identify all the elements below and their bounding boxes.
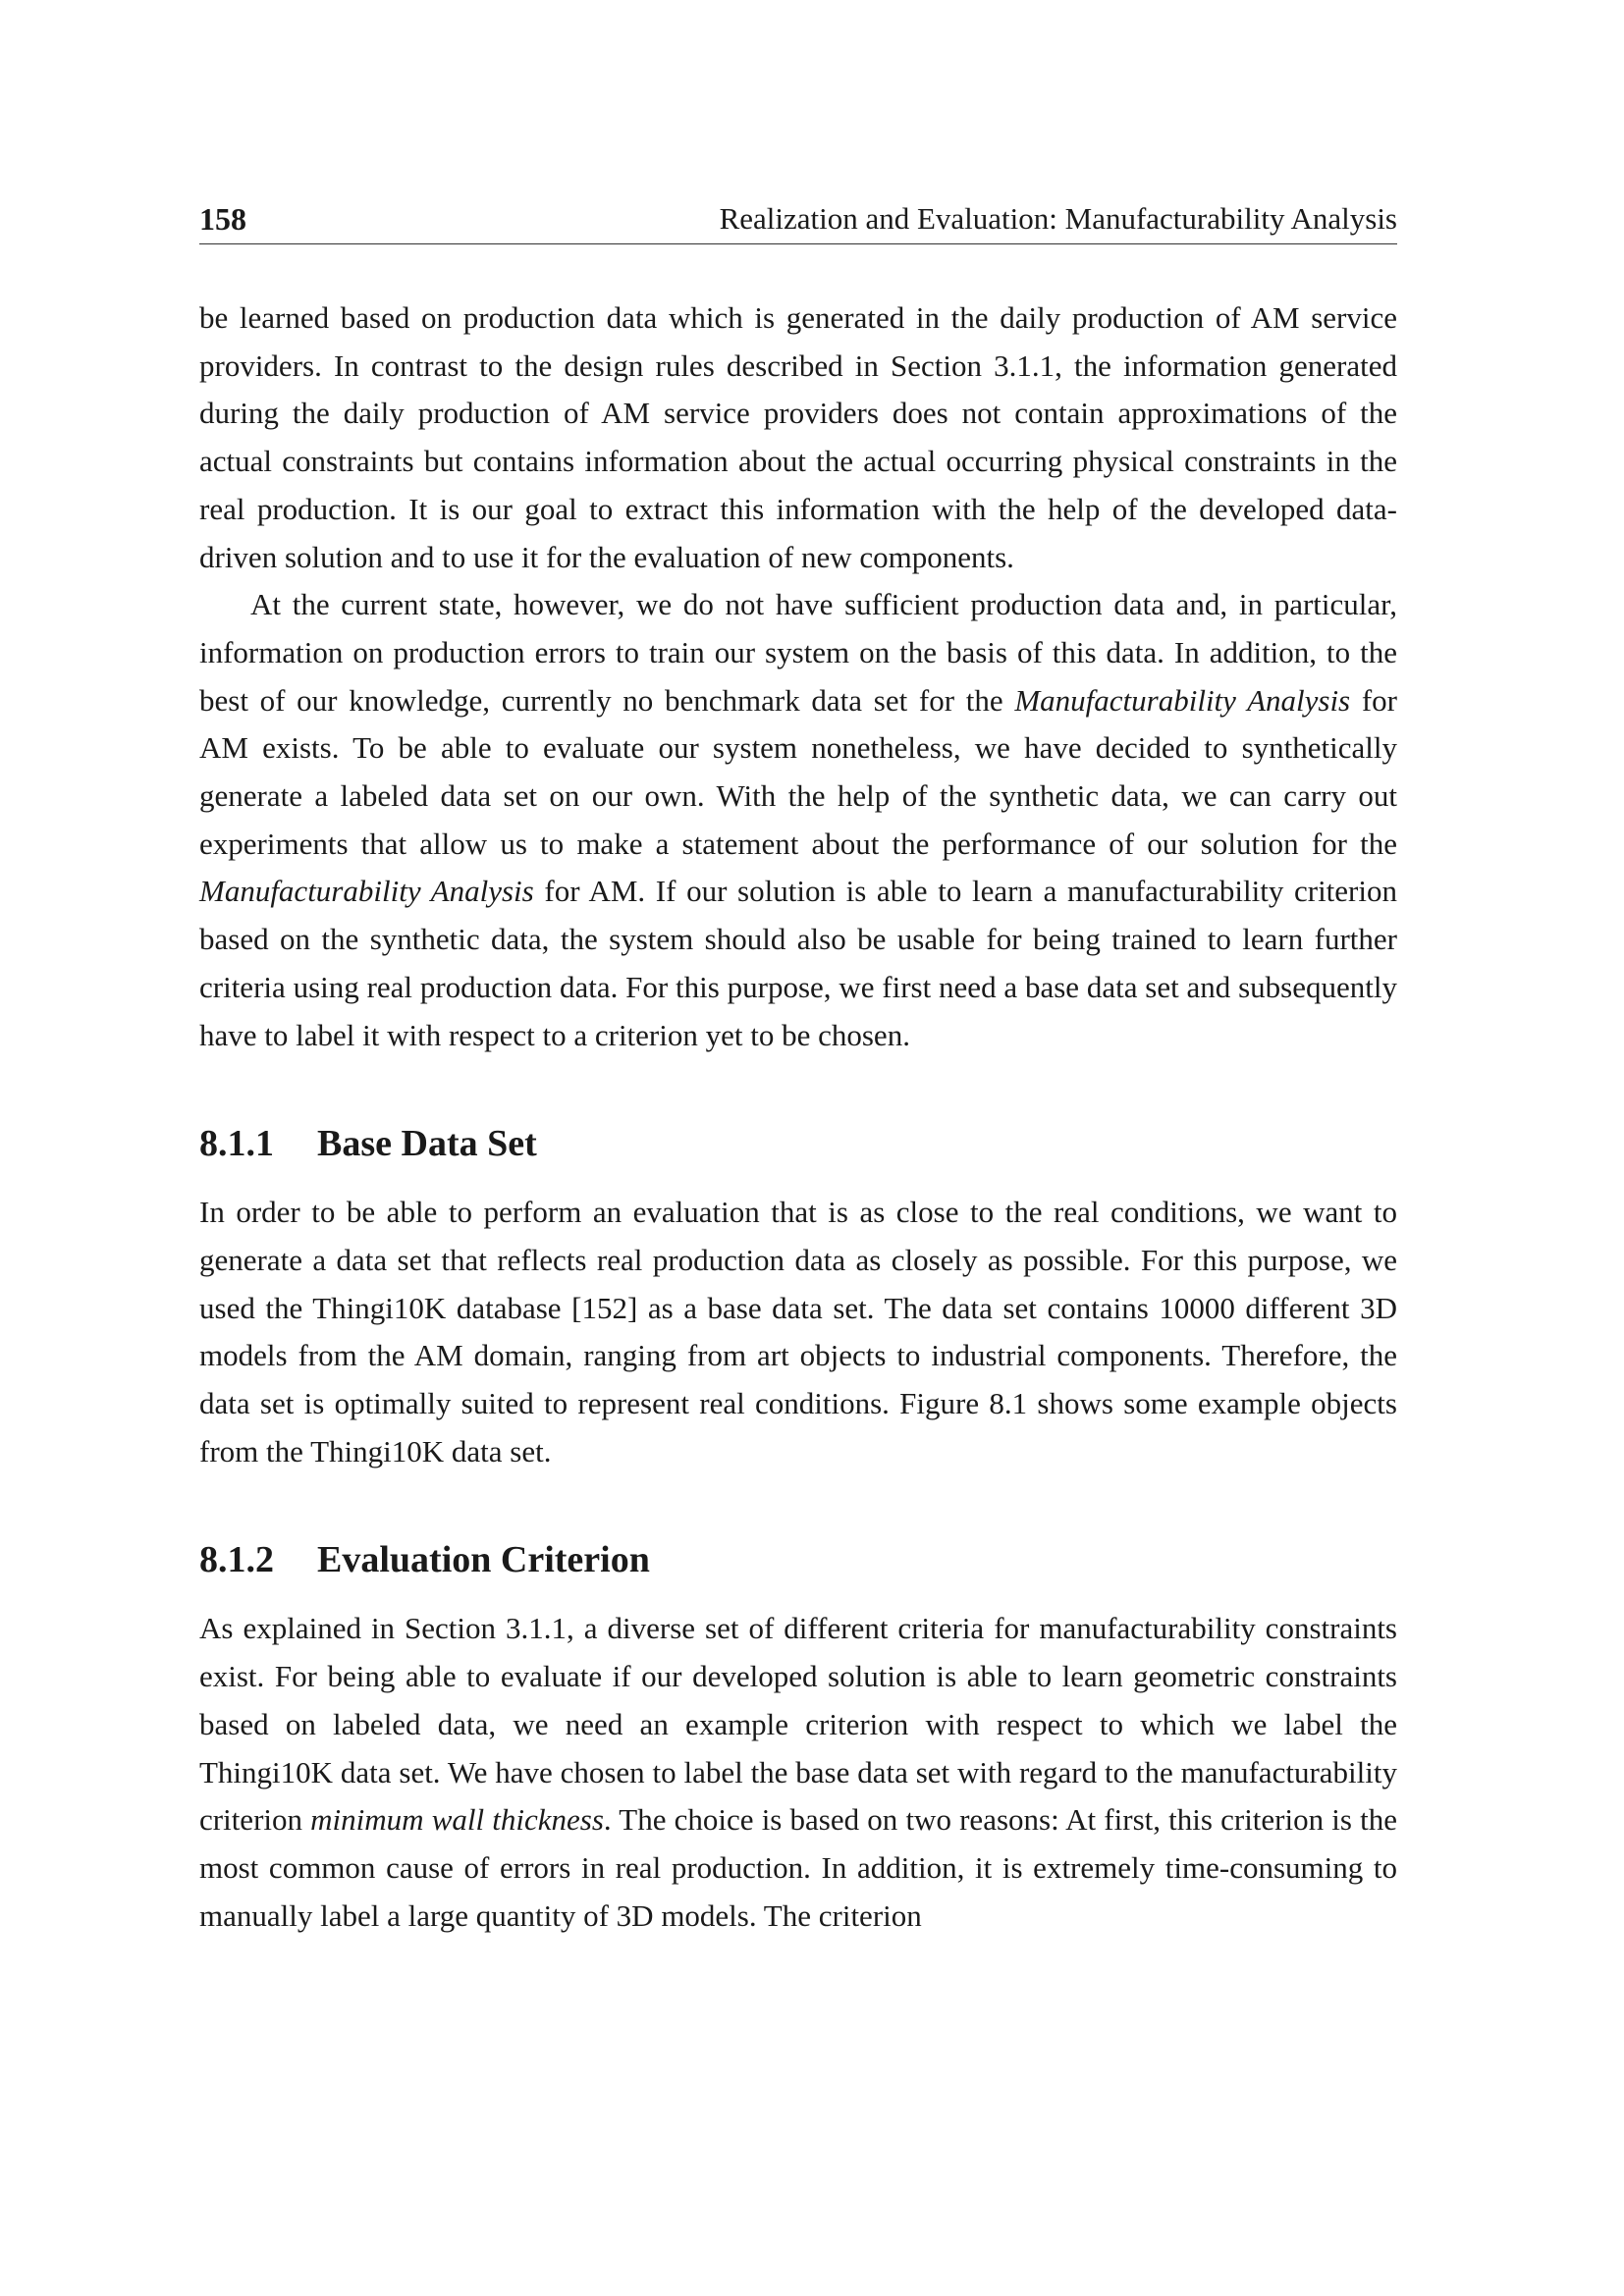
- paragraph-2-text-c: for AM. If our solution is able to learn a manufacturability criterion based on the synthetic data, the system should also be usable for being trained to learn further criteria using real production data. For this purpose, we first need a base data set and subsequently have to label it with respect to a criterion yet to be chosen.: [199, 874, 1397, 1052]
- paragraph-2: [199, 581, 1397, 1059]
- section-number: 8.1.1: [199, 1123, 274, 1165]
- section-heading-8-1-2: [199, 1536, 1397, 1583]
- page-body: [199, 294, 1397, 1940]
- paragraph-1: be learned based on production data which is generated in the daily production of AM service providers. In contrast to the design rules described in Section 3.1.1, the information generated during the daily production of AM service providers does not contain approximations of the actual constraints but contains information about the actual occurring physical constraints in the real production. It is our goal to extract this information with the help of the developed data-driven solution and to use it for the evaluation of new components.: [199, 300, 1397, 574]
- paragraph-2-text-a: At the current state, however, we do not have sufficient production data and, in particular, information on production errors to train our system on the basis of this data. In addition, to the best of our knowledge, currently no benchmark data set for the: [199, 587, 1397, 718]
- section-8-1-2-text-a: As explained in Section 3.1.1, a diverse set of different criteria for manufacturability constraints exist. For being able to evaluate if our developed solution is able to learn geometric constraints based on labeled data, we need an example criterion with respect to which we label the Thingi10K data set. We have chosen to label the base data set with regard to the manufacturability criterion: [199, 1611, 1397, 1838]
- section-8-1-1-paragraph: In order to be able to perform an evaluation that is as close to the real conditions, we want to generate a data set that reflects real production data as closely as possible. For this purpose, we used the Thingi10K database [152] as a base data set. The data set contains 10000 different 3D models from the AM domain, ranging from art objects to industrial components. Therefore, the data set is optimally suited to represent real conditions. Figure 8.1 shows some example objects from the Thingi10K data set.: [199, 1195, 1397, 1468]
- section-number: 8.1.2: [199, 1539, 274, 1581]
- running-header: [199, 196, 1397, 244]
- page-number: 158: [199, 201, 246, 237]
- paragraph-2-emphasis-2: Manufacturability Analysis: [199, 874, 534, 909]
- section-8-1-2-paragraph: [199, 1605, 1397, 1940]
- section-heading-8-1-1: [199, 1120, 1397, 1167]
- section-8-1-2-emphasis: minimum wall thickness: [310, 1802, 604, 1838]
- section-8-1-2-text-b: . The choice is based on two reasons: At first, this criterion is the most common cause of errors in real production. In addition, it is extremely time-consuming to manually label a large quantity of 3D models. The criterion: [199, 1802, 1397, 1933]
- paragraph-2-emphasis-1: Manufacturability Analysis: [1014, 682, 1351, 718]
- paragraph-2-text-b: for AM exists. To be able to evaluate our system nonetheless, we have decided to synthetically generate a labeled data set on our own. With the help of the synthetic data, we can carry out experiments that allow us to make a statement about the performance of our solution for the: [199, 682, 1397, 861]
- section-title: Evaluation Criterion: [317, 1539, 650, 1581]
- section-title: Base Data Set: [317, 1123, 537, 1165]
- running-title: Realization and Evaluation: Manufacturability Analysis: [719, 201, 1397, 236]
